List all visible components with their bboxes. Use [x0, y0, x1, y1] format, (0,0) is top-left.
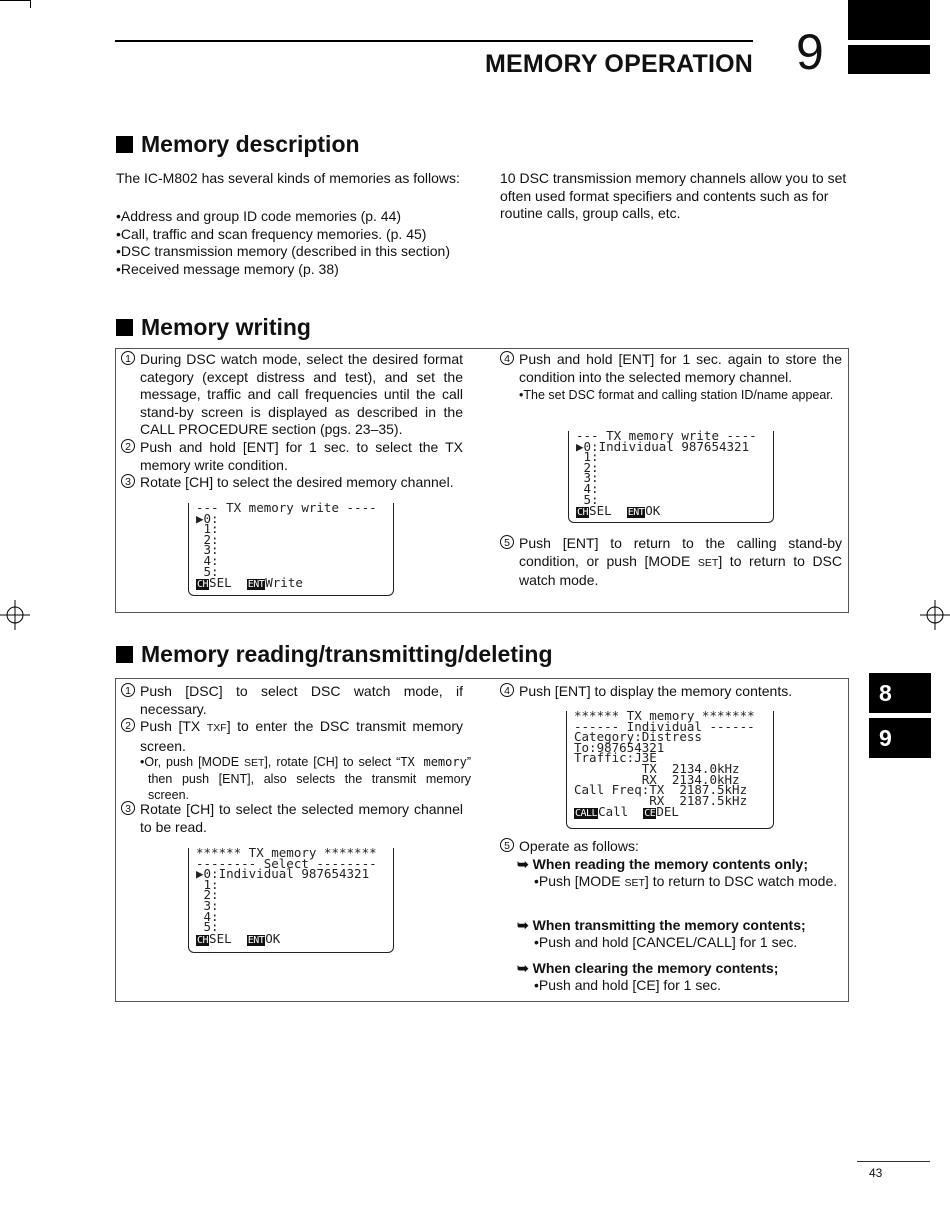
list-item: •Address and group ID code memories (p. 44) — [116, 208, 402, 224]
lcd-line: 3: — [196, 542, 219, 558]
description-right-text: 10 DSC transmission memory channels allow you to set often used format specifiers and contents such as for routine calls, group calls, etc. — [500, 170, 847, 222]
lcd-line: ▶0:Individual 987654321 — [576, 438, 750, 454]
lcd-line: 4: — [196, 552, 219, 568]
lcd-line: TX 2134.0kHz — [574, 760, 740, 776]
lcd-line: ▶0: — [196, 510, 219, 526]
lcd-screen-write-stored — [568, 428, 774, 523]
case-reading — [517, 856, 842, 893]
description-bullet-list — [116, 208, 471, 278]
lcd-softkeys: CHSEL ENTWrite — [197, 575, 303, 591]
lcd-line: -------- Select -------- — [196, 855, 377, 871]
lcd-softkeys: CHSEL ENTOK — [197, 930, 281, 946]
side-tab-9: 9 — [869, 718, 931, 758]
lcd-line: 5: — [196, 919, 219, 935]
writing-step-3: 3 Rotate [CH] to select the desired memory channel. — [140, 474, 466, 492]
case-title: ➥ When transmitting the memory contents; — [517, 917, 806, 933]
reading-step-1: 1 Push [DSC] to select DSC watch mode, if necessary. — [140, 683, 463, 718]
writing-step-1: 1 During DSC watch mode, select the desired format category (except distress and test), and set the message, traffic and call frequencies until the call stand-by screen is displayed as described in the CALL PROCEDURE section (pgs. 23–35). — [140, 351, 463, 439]
side-tab-8: 8 — [869, 673, 931, 713]
lcd-line: 2: — [576, 459, 599, 475]
page-title: MEMORY OPERATION — [484, 50, 753, 78]
reading-step-2: 2 Push [TX TXF] to enter the DSC transmit memory screen. — [140, 718, 463, 755]
lcd-line: 3: — [196, 897, 219, 913]
crop-mark — [30, 0, 31, 8]
lcd-line: ▶0:Individual 987654321 — [196, 866, 370, 882]
list-item: •Received message memory (p. 38) — [116, 260, 339, 277]
lcd-screen-write-empty — [188, 500, 394, 596]
lcd-line: 1: — [196, 876, 219, 892]
lcd-line: Call Freq:TX 2187.5kHz — [574, 782, 748, 798]
lcd-line: 1: — [576, 449, 599, 465]
writing-step-2: 2 Push and hold [ENT] for 1 sec. to select the TX memory write condition. — [140, 439, 463, 474]
lcd-line: --- TX memory write ---- — [196, 500, 377, 515]
list-item: •Call, traffic and scan frequency memories. (p. 45) — [116, 225, 427, 242]
lcd-screen-select — [188, 845, 394, 953]
lcd-line: To:987654321 — [574, 739, 665, 755]
section-heading-writing: Memory writing — [116, 314, 311, 341]
case-action: •Push and hold [CE] for 1 sec. — [534, 977, 722, 993]
registration-mark-icon — [0, 600, 30, 630]
lcd-line: 4: — [196, 908, 219, 924]
reading-step-5: 5 Operate as follows: — [519, 838, 842, 856]
lcd-softkeys: CHSEL ENTOK — [577, 503, 661, 519]
lcd-line: 4: — [576, 480, 599, 496]
lcd-line: Category:Distress — [574, 729, 702, 745]
writing-step-4: 4 Push and hold [ENT] for 1 sec. again to store the condition into the selected memory channel. — [519, 351, 842, 386]
description-intro: The IC-M802 has several kinds of memories as follows: — [116, 170, 460, 186]
case-transmitting — [517, 917, 842, 952]
section-heading-description: Memory description — [116, 131, 360, 158]
footer-rule — [857, 1161, 930, 1162]
section-heading-reading: Memory reading/transmitting/deleting — [116, 641, 553, 668]
chapter-tab-block — [848, 45, 930, 74]
page-number: 43 — [869, 1166, 883, 1180]
header-rule — [115, 40, 753, 42]
reading-step-4: 4 Push [ENT] to display the memory contents. — [519, 683, 842, 701]
lcd-line: ------ Individual ------ — [574, 718, 755, 734]
lcd-softkeys: CALLCall CEDEL — [575, 804, 679, 820]
lcd-line: 2: — [196, 531, 219, 547]
case-title: ➥ When reading the memory contents only; — [517, 856, 808, 872]
lcd-line: 5: — [196, 563, 219, 579]
lcd-line: 3: — [576, 470, 599, 486]
case-action: •Push and hold [CANCEL/CALL] for 1 sec. — [534, 934, 798, 950]
chapter-tab-block — [848, 0, 930, 40]
case-clearing — [517, 960, 842, 995]
lcd-line: ****** TX memory ******* — [574, 708, 755, 723]
chapter-number: 9 — [796, 24, 824, 80]
lcd-line: Traffic:J3E — [574, 750, 657, 766]
lcd-line: ****** TX memory ******* — [196, 845, 377, 860]
lcd-line: 2: — [196, 887, 219, 903]
list-item: •DSC transmission memory (described in this section) — [116, 243, 451, 260]
writing-step-4-note: •The set DSC format and calling station ID/name appear. — [519, 388, 834, 402]
lcd-line: RX 2187.5kHz — [574, 792, 748, 808]
case-title: ➥ When clearing the memory contents; — [517, 960, 779, 976]
reading-step-3: 3 Rotate [CH] to select the selected memory channel to be read. — [140, 801, 463, 836]
lcd-screen-contents — [566, 708, 774, 829]
lcd-line: 5: — [576, 491, 599, 507]
lcd-line: 1: — [196, 521, 219, 537]
crop-mark — [0, 0, 30, 1]
lcd-line: --- TX memory write ---- — [576, 428, 757, 443]
registration-mark-icon — [920, 600, 950, 630]
case-action: •Push [MODE SET] to return to DSC watch mode. — [534, 873, 838, 889]
lcd-line: RX 2134.0kHz — [574, 771, 740, 787]
reading-step-2-note: •Or, push [MODE SET], rotate [CH] to select “TX memory” then push [ENT], also selects the transmit memory screen. — [140, 755, 471, 802]
writing-step-5: 5 Push [ENT] to return to the calling stand-by condition, or push [MODE SET] to return to DSC watch mode. — [519, 535, 842, 590]
